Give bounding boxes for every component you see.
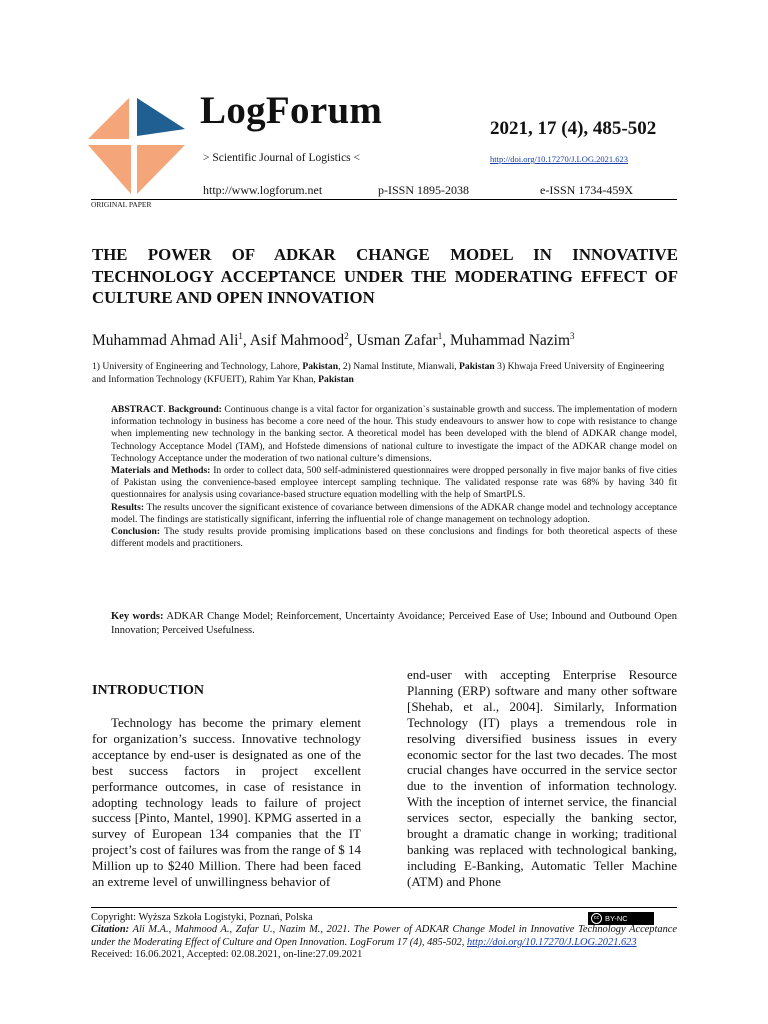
publication-dates: Received: 16.06.2021, Accepted: 02.08.2021, on-line:27.09.2021: [91, 949, 363, 961]
e-issn: e-ISSN 1734-459X: [540, 183, 633, 197]
author-name: Asif Mahmood: [249, 332, 345, 350]
citation: [91, 924, 677, 949]
background-label: Background:: [168, 404, 222, 415]
body-left-text: Technology has become the primary element for organization’s success. Innovative technology acceptance by end-user is designated as one of the best success factors in project excellent performance outcomes, in case of resistance in adopting technology leads to failure of project success [Pinto, Mantel, 1990]. KPMG asserted in a survey of European 134 companies that the IT project’s cost of failures was from the range of $ 14 Million up to $240 Million. There had been faced an extreme level of unwillingness behavior of: [92, 715, 361, 890]
journal-brand: LogForum: [200, 89, 383, 132]
affiliation-1-country: Pakistan: [302, 361, 339, 372]
doi-link[interactable]: http://doi.org/10.17270/J.LOG.2021.623: [490, 154, 628, 164]
abstract-methods: In order to collect data, 500 self-administered questionnaires were dropped personally in five major banks of five cities of Pakistan using the convenience-based employee intercept sampling technique. The validated response rate was 68% by having 340 fit questionnaires for analysis using covariance-based structure equation modelling with the help of SmartPLS.: [111, 465, 678, 501]
citation-label: Citation:: [91, 924, 130, 936]
abstract-results: The results uncover the significant existence of covariance between dimensions of the ADKAR change model and technology acceptance model. The findings are statistically significant, inferring the influential role of change management on technology adoption.: [111, 501, 678, 525]
footer-divider: [91, 907, 677, 908]
logforum-logo-icon: [88, 98, 186, 196]
journal-tagline: > Scientific Journal of Logistics <: [203, 152, 361, 164]
body-left-column: [92, 715, 361, 890]
body-right-column: end-user with accepting Enterprise Resource Planning (ERP) software and many other software [Shehab, et al., 2004]. Similarly, Information Technology (IT) plays a tremendous role in resolving diversified business issues in every economic sector for the last two decades. The most crucial changes have occurred in the service sector due to the invention of information technology. With the inception of internet service, the financial services sector, especially the banking sector, brought a dramatic change in working; traditional banking was replaced with technological banking, including E-Banking, Automatic Teller Machine (ATM) and Phone: [407, 667, 677, 889]
abstract-background: Continuous change is a vital factor for organization`s sustainable growth and success. The implementation of modern information technology in business has become a core need of the hour. This study endeavours to answer how to cope with resistance to change when implementing new technology in the banking sector. A theoretical model has been developed with the blend of ADKAR change model, Technology Acceptance Model (TAM), and Hofstede dimensions of national culture to investigate the impact of the ADKAR change model on Technology Acceptance under the moderation of two national culture’s dimensions.: [111, 404, 677, 464]
affiliation-1: 1) University of Engineering and Technology, Lahore,: [92, 361, 303, 372]
keywords-label: Key words:: [111, 611, 164, 622]
abstract: ABSTRACT. Background: Continuous change is a vital factor for organization`s sustainable growth and success. The implementation of modern information technology in business has become a core need of the hour. This study endeavours to answer how to cope with resistance to change when implementing new technology in the banking sector. A theoretical model has been developed with the blend of ADKAR change model, Technology Acceptance Model (TAM), and Hofstede dimensions of national culture to investigate the impact of the ADKAR change model on Technology Acceptance under the moderation of two national culture’s dimensions. Materials and Methods: In order to collect data, 500 self-administered questionnaires were dropped personally in five major banks of five cities of Pakistan using the convenience-based employee intercept sampling technique. The validated response rate was 68% by having 340 fit questionnaires for analysis using covariance-based structure equation modelling with the help of SmartPLS. Results: The results uncover the significant existence of covariance between dimensions of the ADKAR change model and technology acceptance model. The findings are statistically significant, inferring the influential role of change management on technology adoption. Conclusion: The study results provide promising implications based on these conclusions and findings for both theoretical aspects of these different models and practitioners.: [111, 404, 678, 550]
copyright: Copyright: Wyższa Szkoła Logistyki, Poznań, Polska: [91, 912, 313, 923]
author-aff: 3: [570, 331, 575, 341]
author-aff: 1: [437, 331, 443, 341]
intro-heading: INTRODUCTION: [92, 683, 205, 698]
website-link[interactable]: http://www.logforum.net: [203, 183, 323, 197]
footer: [91, 912, 677, 962]
author-name: Usman Zafar: [356, 332, 438, 350]
p-issn: p-ISSN 1895-2038: [378, 183, 470, 197]
citation-doi-link[interactable]: http://doi.org/10.17270/J.LOG.2021.623: [466, 936, 637, 948]
affiliation-2: , 2) Namal Institute, Mianwali,: [338, 361, 460, 372]
author-aff: 2: [344, 331, 349, 341]
abstract-label: ABSTRACT: [111, 404, 164, 415]
section-label: ORIGINAL PAPER: [91, 200, 152, 209]
author-list: Muhammad Ahmad Ali$^1$, Asif Mahmood$^2$, Usman Zafar$^1$, Muhammad Nazim$^3$: [92, 331, 575, 350]
affiliations: [92, 360, 678, 386]
author-aff: 1: [238, 331, 243, 341]
issue-info: 2021, 17 (4), 485-502: [490, 118, 657, 139]
header-divider: [91, 199, 677, 200]
keywords-text: ADKAR Change Model; Reinforcement, Uncertainty Avoidance; Perceived Ease of Use; Inbound and Outbound Open Innovation; Perceived Usefulness.: [111, 611, 678, 636]
affiliation-3-country: Pakistan: [318, 374, 354, 385]
conclusion-label: Conclusion:: [111, 526, 161, 538]
author-name: Muhammad Nazim: [449, 332, 571, 350]
citation-text: Ali M.A., Mahmood A., Zafar U., Nazim M., 2021. The Power of ADKAR Change Model in Innovative Technology Acceptance under the Moderating Effect of Culture and Open Innovation. LogForum 17 (4), 485-502,: [91, 924, 677, 948]
affiliation-2-country: Pakistan: [459, 361, 495, 372]
author-name: Muhammad Ahmad Ali: [92, 332, 239, 350]
affiliation-3: 3) Khwaja Freed University of Engineering and Information Technology (KFUEIT), Rahim Yar Khan,: [92, 361, 665, 385]
article-title: THE POWER OF ADKAR CHANGE MODEL IN INNOVATIVE TECHNOLOGY ACCEPTANCE UNDER THE MODERATING EFFECT OF CULTURE AND OPEN INNOVATION: [92, 245, 678, 307]
license-label: BY-NC: [605, 914, 628, 923]
keywords: [111, 610, 677, 637]
abstract-conclusion: The study results provide promising implications based on these conclusions and findings for both theoretical aspects of these different models and practitioners.: [111, 526, 677, 550]
methods-label: Materials and Methods:: [111, 465, 211, 477]
results-label: Results:: [111, 501, 145, 513]
cc-icon: cc: [591, 913, 602, 924]
